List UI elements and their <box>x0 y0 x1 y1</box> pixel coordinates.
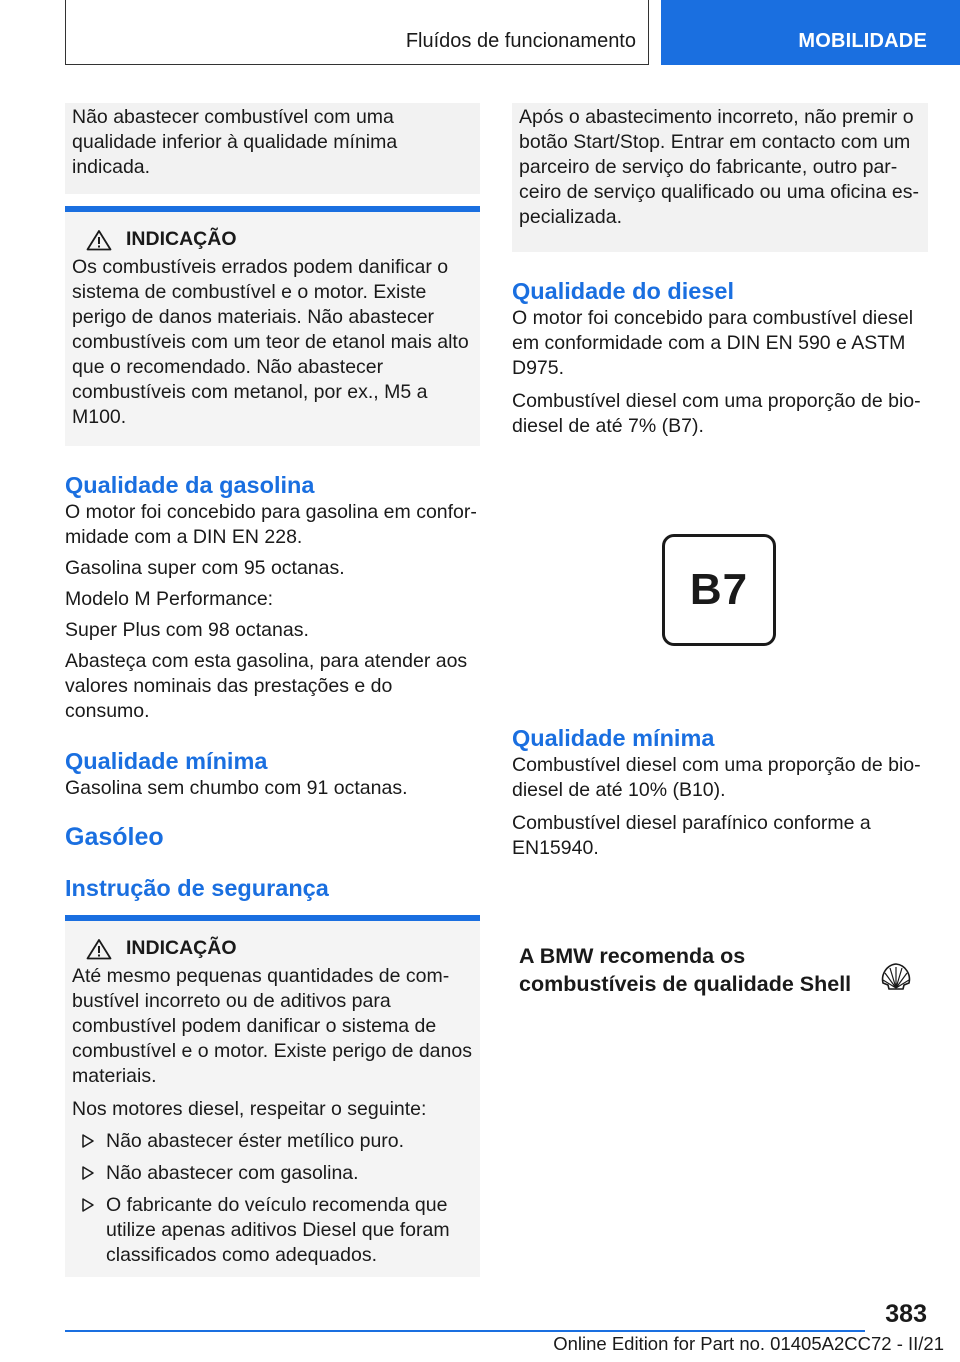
list-item: Não abastecer com gasolina. <box>72 1161 473 1186</box>
warning-triangle-icon <box>86 229 112 251</box>
bullet-list <box>72 1129 473 1268</box>
heading-minimum-quality: Qualidade mínima <box>512 725 715 751</box>
warning-title: INDICAÇÃO <box>126 937 237 959</box>
misfuel-note: Após o abastecimento incorreto, não premir o botão Start/Stop. Entrar em contacto com um parceiro de serviço do fabricante, outro parceiro de serviço qualificado ou uma oficina especializada. <box>512 103 928 252</box>
paragraph: Combustível diesel com uma proporção de biodiesel de até 7% (B7). <box>512 390 921 437</box>
b7-label-icon: B7 <box>662 534 776 646</box>
shell-logo-icon <box>879 961 913 991</box>
list-item: O fabricante do veículo recomenda que utilize apenas aditivos Diesel que foram classificados como adequados. <box>72 1193 473 1268</box>
warning-title: INDICAÇÃO <box>126 228 237 250</box>
warning-text-2: Nos motores diesel, respeitar o seguinte: <box>72 1098 427 1120</box>
shell-line-2: combustíveis de qualidade Shell <box>519 972 852 996</box>
paragraph: Modelo M Performance: <box>65 588 274 610</box>
left-column <box>65 103 480 1277</box>
heading-minimum-quality: Qualidade mínima <box>65 748 268 774</box>
paragraph: O motor foi concebido para gasolina em conformidade com a DIN EN 228. <box>65 501 477 548</box>
chapter-tab-label: MOBILIDADE <box>798 30 927 52</box>
paragraph: Super Plus com 98 octanas. <box>65 619 309 641</box>
paragraph: Gasolina super com 95 octanas. <box>65 557 345 579</box>
paragraph: Combustível diesel parafínico conforme a EN15940. <box>512 812 871 859</box>
heading-safety: Instrução de segurança <box>65 875 329 901</box>
paragraph: O motor foi concebido para combustível diesel em conformidade com a DIN EN 590 e ASTM D975. <box>512 307 914 379</box>
warning-box-diesel <box>65 915 480 1277</box>
intro-note: Não abastecer combustível com uma qualidade inferior à qualidade mínima indicada. <box>65 103 480 194</box>
shell-line-1: A BMW recomenda os <box>519 944 746 968</box>
heading-diesel: Gasóleo <box>65 823 164 851</box>
header-section-box <box>65 0 649 65</box>
paragraph: Gasolina sem chumbo com 91 octanas. <box>65 777 408 799</box>
warning-header <box>86 937 473 960</box>
shell-recommendation <box>519 942 919 998</box>
list-item: Não abastecer éster metílico puro. <box>72 1129 473 1154</box>
chapter-tab[interactable] <box>661 0 960 65</box>
right-column <box>512 103 928 861</box>
page-number: 383 <box>885 1300 927 1328</box>
paragraph: Combustível diesel com uma proporção de biodiesel de até 10% (B10). <box>512 754 921 801</box>
bullet-triangle-icon <box>81 1165 95 1181</box>
heading-gasoline-quality: Qualidade da gasolina <box>65 472 315 498</box>
b7-figure <box>512 439 928 719</box>
warning-text: Até mesmo pequenas quantidades de combustível incorreto ou de aditivos para combustível podem danificar o sistema de combustível e o motor. Existe perigo de danos materiais. <box>72 965 472 1087</box>
bullet-triangle-icon <box>81 1197 95 1213</box>
footer-edition: Online Edition for Part no. 01405A2CC72 - II/21 <box>553 1333 944 1354</box>
warning-header <box>86 228 473 251</box>
bullet-triangle-icon <box>81 1133 95 1149</box>
warning-triangle-icon <box>86 938 112 960</box>
warning-text: Os combustíveis errados podem danificar o sistema de combustível e o motor. Existe perigo de danos materiais. Não abastecer combustíveis com um teor de etanol mais alto que o recomendado. Não abastecer combustíveis com metanol, por ex., M5 a M100. <box>72 256 469 428</box>
paragraph: Abasteça com esta gasolina, para atender aos valores nominais das prestações e do consumo. <box>65 650 468 722</box>
footer-divider <box>65 1330 865 1332</box>
section-title: Fluídos de funcionamento <box>405 30 636 52</box>
heading-diesel-quality: Qualidade do diesel <box>512 278 734 304</box>
warning-box-fuel <box>65 206 480 446</box>
